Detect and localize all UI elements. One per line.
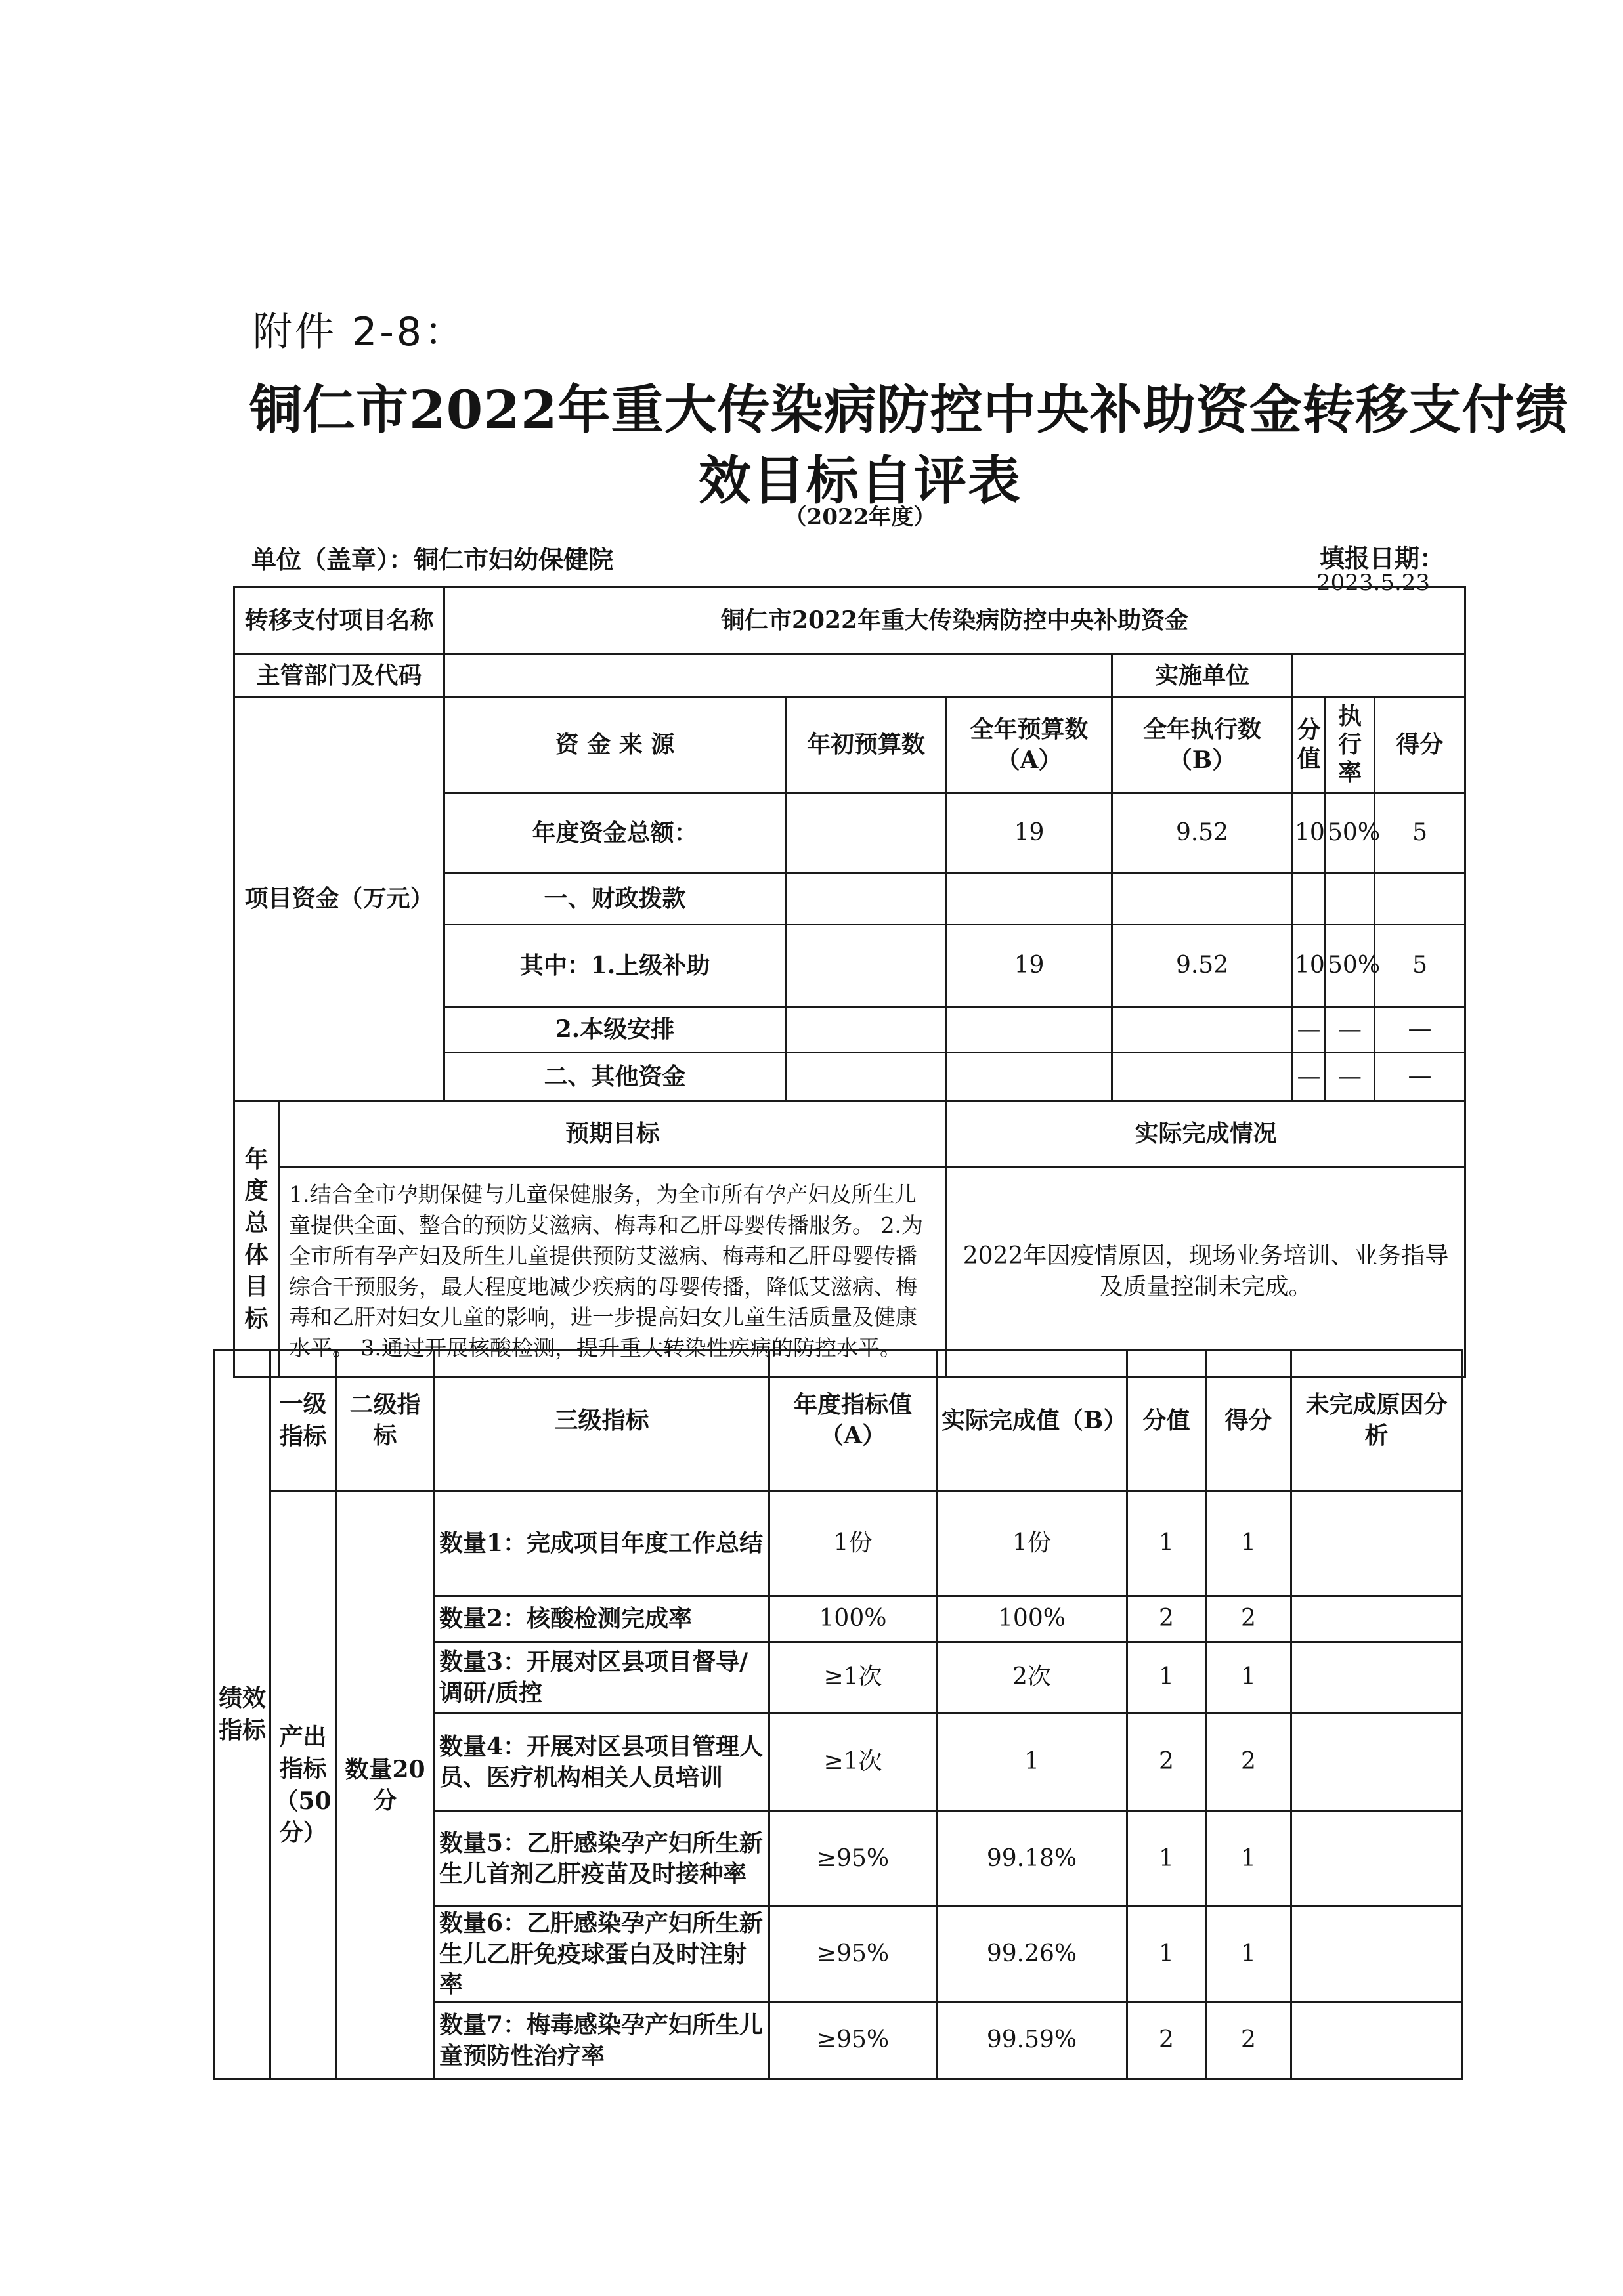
indicator-reason xyxy=(1291,1812,1462,1907)
indicator-a: ≥95% xyxy=(769,1812,937,1907)
header-initial: 年初预算数 xyxy=(786,697,947,793)
fund-row-a: 19 xyxy=(947,793,1112,874)
header-level2: 二级指标 xyxy=(336,1350,435,1491)
expected-goal-header: 预期目标 xyxy=(279,1101,947,1167)
indicator-reason xyxy=(1291,1596,1462,1642)
fund-row-label: 一、财政拨款 xyxy=(444,874,786,925)
header-got: 得分 xyxy=(1375,697,1465,793)
header-annual-a: 年度指标值（A） xyxy=(769,1350,937,1491)
header-exec-b: 全年执行数（B） xyxy=(1112,697,1293,793)
indicator-a: 100% xyxy=(769,1596,937,1642)
fund-row-b xyxy=(1112,874,1293,925)
indicator-a: 1份 xyxy=(769,1491,937,1596)
fund-row-score xyxy=(1293,874,1326,925)
fund-row-initial xyxy=(786,874,947,925)
project-name-label: 转移支付项目名称 xyxy=(234,587,444,654)
fund-row-a xyxy=(947,1053,1112,1101)
header-rate: 执行率 xyxy=(1326,697,1375,793)
fund-row-initial xyxy=(786,925,947,1007)
indicator-name: 数量4：开展对区县项目管理人员、医疗机构相关人员培训 xyxy=(435,1713,769,1812)
performance-label: 绩效指标 xyxy=(215,1350,270,2079)
indicator-score: 1 xyxy=(1127,1907,1206,2002)
indicator-got: 2 xyxy=(1206,1713,1291,1812)
report-year: （2022年度） xyxy=(784,504,936,530)
fund-row-score: — xyxy=(1293,1053,1326,1101)
header-score: 分值 xyxy=(1127,1350,1206,1491)
indicator-name: 数量5：乙肝感染孕产妇所生新生儿首剂乙肝疫苗及时接种率 xyxy=(435,1812,769,1907)
fund-row-rate: — xyxy=(1326,1007,1375,1053)
fund-row-got: — xyxy=(1375,1053,1465,1101)
fund-row-got: 5 xyxy=(1375,925,1465,1007)
fund-row-b: 9.52 xyxy=(1112,793,1293,874)
impl-unit-label: 实施单位 xyxy=(1112,654,1293,697)
indicator-a: ≥95% xyxy=(769,2002,937,2079)
fund-row-initial xyxy=(786,793,947,874)
page-title-line2: 效目标自评表 xyxy=(699,450,1022,511)
fund-row-label: 其中：1.上级补助 xyxy=(444,925,786,1007)
dept-value xyxy=(444,654,1112,697)
indicator-name: 数量1：完成项目年度工作总结 xyxy=(435,1491,769,1596)
indicator-b: 99.26% xyxy=(937,1907,1127,2002)
expected-goal-text: 1.结合全市孕期保健与儿童保健服务，为全市所有孕产妇及所生儿童提供全面、整合的预防艾滋病、梅毒和乙肝母婴传播服务。 2.为全市所有孕产妇及所生儿童提供预防艾滋病、梅毒和乙肝母婴传播综合干预服务，最大程度地减少疾病的母婴传播，降低艾滋病、梅毒和乙肝对妇女儿童的影响，进一步提高妇女儿童生活质量及健康水平。 3.通过开展核酸检测，提升重大转染性疾病的防控水平。 xyxy=(279,1167,947,1377)
attachment-label: 附件 2-8： xyxy=(253,309,467,355)
header-reason: 未完成原因分析 xyxy=(1291,1350,1462,1491)
fund-row-rate xyxy=(1326,874,1375,925)
indicator-got: 1 xyxy=(1206,1907,1291,2002)
level2-quantity: 数量20分 xyxy=(336,1491,435,2079)
indicator-a: ≥1次 xyxy=(769,1642,937,1713)
dept-label: 主管部门及代码 xyxy=(234,654,444,697)
reporting-unit: 单位（盖章）：铜仁市妇幼保健院 xyxy=(251,545,614,574)
fund-row-label: 2.本级安排 xyxy=(444,1007,786,1053)
header-source: 资 金 来 源 xyxy=(444,697,786,793)
indicator-reason xyxy=(1291,2002,1462,2079)
overall-goal-label: 年度总体目标 xyxy=(234,1101,279,1377)
indicator-name: 数量3：开展对区县项目督导/调研/质控 xyxy=(435,1642,769,1713)
indicator-b: 99.59% xyxy=(937,2002,1127,2079)
indicator-reason xyxy=(1291,1907,1462,2002)
indicator-b: 1份 xyxy=(937,1491,1127,1596)
indicator-reason xyxy=(1291,1713,1462,1812)
level1-output: 产出指标（50分） xyxy=(270,1491,336,2079)
indicator-reason xyxy=(1291,1642,1462,1713)
fund-row-initial xyxy=(786,1053,947,1101)
indicator-b: 1 xyxy=(937,1713,1127,1812)
fund-row-b: 9.52 xyxy=(1112,925,1293,1007)
fund-row-rate: — xyxy=(1326,1053,1375,1101)
indicator-score: 2 xyxy=(1127,1713,1206,1812)
header-actual-b: 实际完成值（B） xyxy=(937,1350,1127,1491)
actual-result-header: 实际完成情况 xyxy=(947,1101,1465,1167)
page-title-line1: 铜仁市2022年重大传染病防控中央补助资金转移支付绩 xyxy=(249,379,1569,440)
fund-row-got xyxy=(1375,874,1465,925)
header-level3: 三级指标 xyxy=(435,1350,769,1491)
fund-row-label: 二、其他资金 xyxy=(444,1053,786,1101)
fund-row-rate: 50% xyxy=(1326,793,1375,874)
indicator-reason xyxy=(1291,1491,1462,1596)
indicator-got: 1 xyxy=(1206,1812,1291,1907)
indicator-a: ≥95% xyxy=(769,1907,937,2002)
indicator-b: 2次 xyxy=(937,1642,1127,1713)
fund-row-score: 10 xyxy=(1293,793,1326,874)
indicator-a: ≥1次 xyxy=(769,1713,937,1812)
fund-row-got: — xyxy=(1375,1007,1465,1053)
indicator-name: 数量2：核酸检测完成率 xyxy=(435,1596,769,1642)
impl-unit-value xyxy=(1293,654,1465,697)
indicator-score: 1 xyxy=(1127,1642,1206,1713)
fund-row-a xyxy=(947,874,1112,925)
indicator-score: 1 xyxy=(1127,1812,1206,1907)
fund-row-label: 年度资金总额： xyxy=(444,793,786,874)
indicator-score: 2 xyxy=(1127,1596,1206,1642)
indicator-got: 1 xyxy=(1206,1491,1291,1596)
indicator-score: 2 xyxy=(1127,2002,1206,2079)
fund-row-rate: 50% xyxy=(1326,925,1375,1007)
header-level1: 一级指标 xyxy=(270,1350,336,1491)
actual-result-text: 2022年因疫情原因，现场业务培训、业务指导及质量控制未完成。 xyxy=(947,1167,1465,1377)
indicator-got: 2 xyxy=(1206,2002,1291,2079)
fund-row-score: 10 xyxy=(1293,925,1326,1007)
funds-section-label: 项目资金（万元） xyxy=(234,697,444,1101)
fund-row-initial xyxy=(786,1007,947,1053)
fund-row-a: 19 xyxy=(947,925,1112,1007)
indicator-b: 100% xyxy=(937,1596,1127,1642)
indicator-got: 2 xyxy=(1206,1596,1291,1642)
fund-row-a xyxy=(947,1007,1112,1053)
fund-row-b xyxy=(1112,1007,1293,1053)
fund-row-got: 5 xyxy=(1375,793,1465,874)
indicator-name: 数量6：乙肝感染孕产妇所生新生儿乙肝免疫球蛋白及时注射率 xyxy=(435,1907,769,2002)
indicator-b: 99.18% xyxy=(937,1812,1127,1907)
header-score: 分值 xyxy=(1293,697,1326,793)
funds-table xyxy=(233,586,1466,1378)
project-name-value: 铜仁市2022年重大传染病防控中央补助资金 xyxy=(444,587,1465,654)
fill-date-value: 2023.5.23 xyxy=(1316,570,1431,596)
indicator-got: 1 xyxy=(1206,1642,1291,1713)
indicator-score: 1 xyxy=(1127,1491,1206,1596)
fund-row-score: — xyxy=(1293,1007,1326,1053)
fund-row-b xyxy=(1112,1053,1293,1101)
header-got: 得分 xyxy=(1206,1350,1291,1491)
indicator-name: 数量7：梅毒感染孕产妇所生儿童预防性治疗率 xyxy=(435,2002,769,2079)
performance-table xyxy=(213,1349,1463,2080)
fill-date-label: 填报日期： xyxy=(1320,543,1445,573)
header-annual-a: 全年预算数（A） xyxy=(947,697,1112,793)
